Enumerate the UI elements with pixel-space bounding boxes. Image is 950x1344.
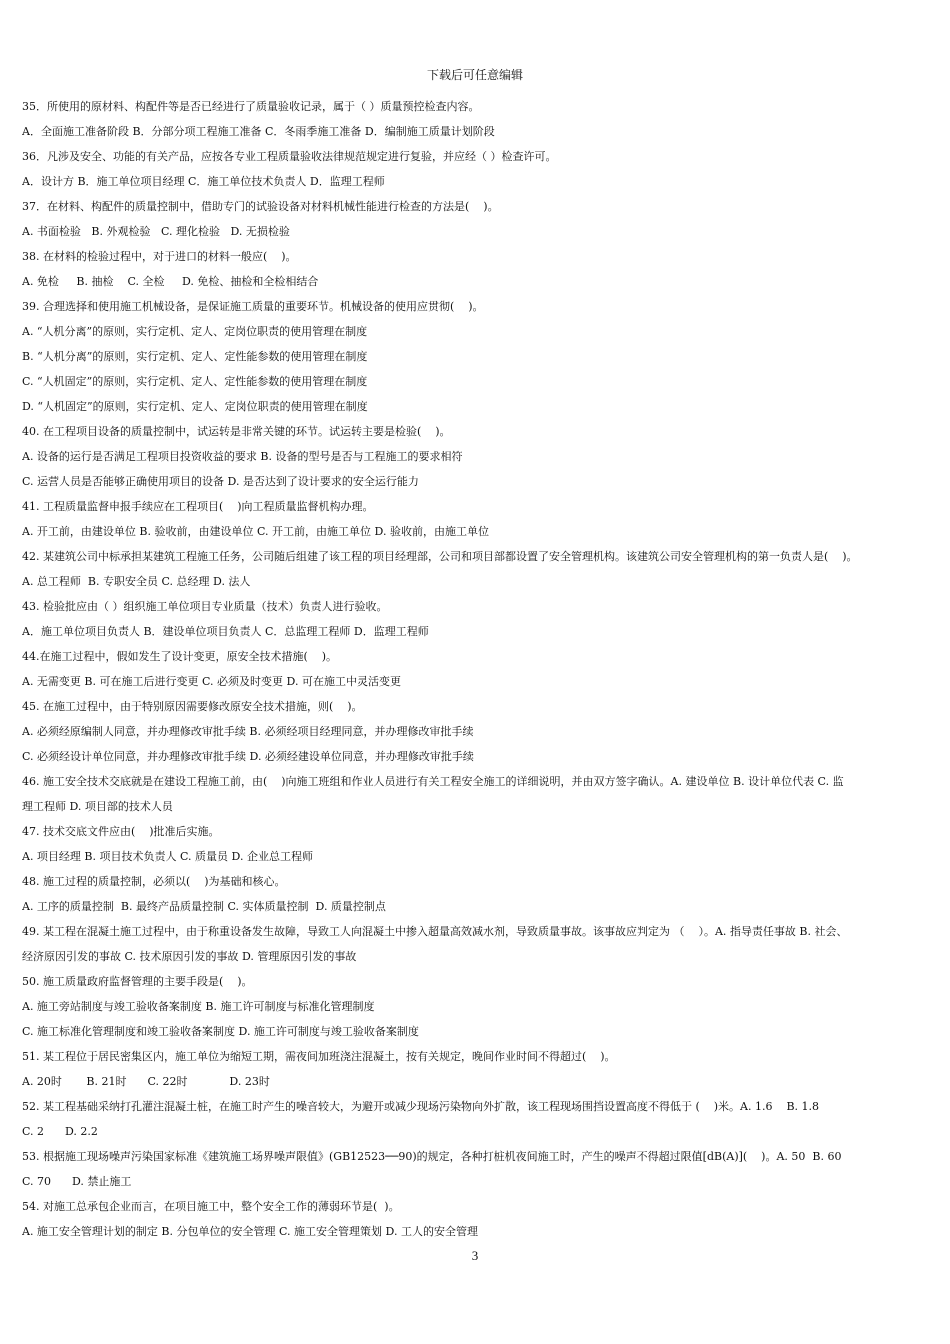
text-line: 42. 某建筑公司中标承担某建筑工程施工任务，公司随后组建了该工程的项目经理部，公司和项目部都设置了安全管理机构。该建筑公司安全管理机构的第一负责人是( )。 <box>22 550 858 563</box>
text-line: 52. 某工程基础采纳打孔灌注混凝土桩，在施工时产生的噪音较大，为避开或减少现场污染物向外扩散，该工程现场围挡设置高度不得低于 ( )米。A. 1.6 B. 1.8 <box>22 1100 820 1113</box>
text-line: C. “人机固定”的原则，实行定机、定人、定性能参数的使用管理在制度 <box>22 375 368 388</box>
text-line: 38. 在材料的检验过程中，对于进口的材料一般应( )。 <box>22 250 297 263</box>
text-line: A. 无需变更 B. 可在施工后进行变更 C. 必须及时变更 D. 可在施工中灵活变更 <box>22 675 401 688</box>
text-line: A. 施工旁站制度与竣工验收备案制度 B. 施工许可制度与标准化管理制度 <box>22 1000 375 1013</box>
text-line: A. 20时 B. 21时 C. 22时 D. 23时 <box>22 1075 270 1088</box>
text-line: C. 施工标准化管理制度和竣工验收备案制度 D. 施工许可制度与竣工验收备案制度 <box>22 1025 419 1038</box>
text-line: B. “人机分离”的原则，实行定机、定人、定性能参数的使用管理在制度 <box>22 350 368 363</box>
text-line: D. “人机固定”的原则，实行定机、定人、定岗位职责的使用管理在制度 <box>22 400 368 413</box>
page-number: 3 <box>471 1248 479 1263</box>
text-line: 54. 对施工总承包企业而言，在项目施工中，整个安全工作的薄弱环节是( )。 <box>22 1200 400 1213</box>
text-line: 41. 工程质量监督申报手续应在工程项目( )向工程质量监督机构办理。 <box>22 500 374 513</box>
text-line: A．全面施工准备阶段 B．分部分项工程施工准备 C．冬雨季施工准备 D．编制施工质量计划阶段 <box>22 125 495 138</box>
text-line: A. 开工前，由建设单位 B. 验收前，由建设单位 C. 开工前，由施工单位 D. 验收前，由施工单位 <box>22 525 489 538</box>
text-line: C. 运营人员是否能够正确使用项目的设备 D. 是否达到了设计要求的安全运行能力 <box>22 475 419 488</box>
text-line: 35．所使用的原材料、构配件等是否已经进行了质量验收记录，属于（ ）质量预控检查内容。 <box>22 100 480 113</box>
text-line: A. 必须经原编制人同意，并办理修改审批手续 B. 必须经项目经理同意，并办理修改审批手续 <box>22 725 474 738</box>
text-line: A．设计方 B．施工单位项目经理 C．施工单位技术负责人 D．监理工程师 <box>22 175 385 188</box>
text-line: A. “人机分离”的原则，实行定机、定人、定岗位职责的使用管理在制度 <box>22 325 368 338</box>
text-line: 53. 根据施工现场噪声污染国家标准《建筑施工场界噪声限值》(GB12523──90)的规定，各种打桩机夜间施工时，产生的噪声不得超过限值[dB(A)]( )。A. 50 B. 60 <box>22 1150 842 1163</box>
text-line: 51. 某工程位于居民密集区内，施工单位为缩短工期，需夜间加班浇注混凝土，按有关规定，晚间作业时间不得超过( )。 <box>22 1050 616 1063</box>
text-line: 理工程师 D. 项目部的技术人员 <box>22 800 173 813</box>
text-line: 50. 施工质量政府监督管理的主要手段是( )。 <box>22 975 253 988</box>
text-line: A. 设备的运行是否满足工程项目投资收益的要求 B. 设备的型号是否与工程施工的要求相符 <box>22 450 463 463</box>
text-line: 47. 技术交底文件应由( )批准后实施。 <box>22 825 220 838</box>
text-line: A．施工单位项目负责人 B．建设单位项目负责人 C．总监理工程师 D．监理工程师 <box>22 625 429 638</box>
text-line: 40. 在工程项目设备的质量控制中，试运转是非常关键的环节。试运转主要是检验( )。 <box>22 425 451 438</box>
text-line: A. 工序的质量控制 B. 最终产品质量控制 C. 实体质量控制 D. 质量控制点 <box>22 900 386 913</box>
text-line: A. 总工程师 B. 专职安全员 C. 总经理 D. 法人 <box>22 575 251 588</box>
text-line: 43. 检验批应由（ ）组织施工单位项目专业质量（技术）负责人进行验收。 <box>22 600 388 613</box>
text-line: A. 书面检验 B. 外观检验 C. 理化检验 D. 无损检验 <box>22 225 290 238</box>
text-line: A. 免检 B. 抽检 C. 全检 D. 免检、抽检和全检相结合 <box>22 275 319 288</box>
page-header: 下载后可任意编辑 <box>426 68 523 82</box>
text-line: 37．在材料、构配件的质量控制中，借助专门的试验设备对材料机械性能进行检查的方法是( )。 <box>22 200 499 213</box>
text-line: 44.在施工过程中，假如发生了设计变更，原安全技术措施( )。 <box>22 650 338 663</box>
text-line: C. 必须经设计单位同意，并办理修改审批手续 D. 必须经建设单位同意，并办理修改审批手续 <box>22 750 474 763</box>
document-body <box>22 94 934 1244</box>
text-line: A. 项目经理 B. 项目技术负责人 C. 质量员 D. 企业总工程师 <box>22 850 313 863</box>
text-line: 36．凡涉及安全、功能的有关产品，应按各专业工程质量验收法律规范规定进行复验，并应经（ ）检查许可。 <box>22 150 557 163</box>
text-line: C. 2 D. 2.2 <box>22 1125 98 1138</box>
text-line: 经济原因引发的事故 C. 技术原因引发的事故 D. 管理原因引发的事故 <box>22 950 357 963</box>
text-line: 48. 施工过程的质量控制，必须以( )为基础和核心。 <box>22 875 286 888</box>
text-line: C. 70 D. 禁止施工 <box>22 1175 132 1188</box>
text-line: 45. 在施工过程中，由于特别原因需要修改原安全技术措施，则( )。 <box>22 700 363 713</box>
text-line: 46. 施工安全技术交底就是在建设工程施工前，由( )向施工班组和作业人员进行有关工程安全施工的详细说明，并由双方签字确认。A. 建设单位 B. 设计单位代表 C. 监 <box>22 775 844 788</box>
text-line: 49. 某工程在混凝土施工过程中，由于称重设备发生故障，导致工人向混凝土中掺入超量高效减水剂，导致质量事故。该事故应判定为 （ ）。A. 指导责任事故 B. 社会、 <box>22 925 848 938</box>
text-line: A. 施工安全管理计划的制定 B. 分包单位的安全管理 C. 施工安全管理策划 D. 工人的安全管理 <box>22 1225 478 1238</box>
text-line: 39. 合理选择和使用施工机械设备，是保证施工质量的重要环节。机械设备的使用应贯彻( )。 <box>22 300 484 313</box>
